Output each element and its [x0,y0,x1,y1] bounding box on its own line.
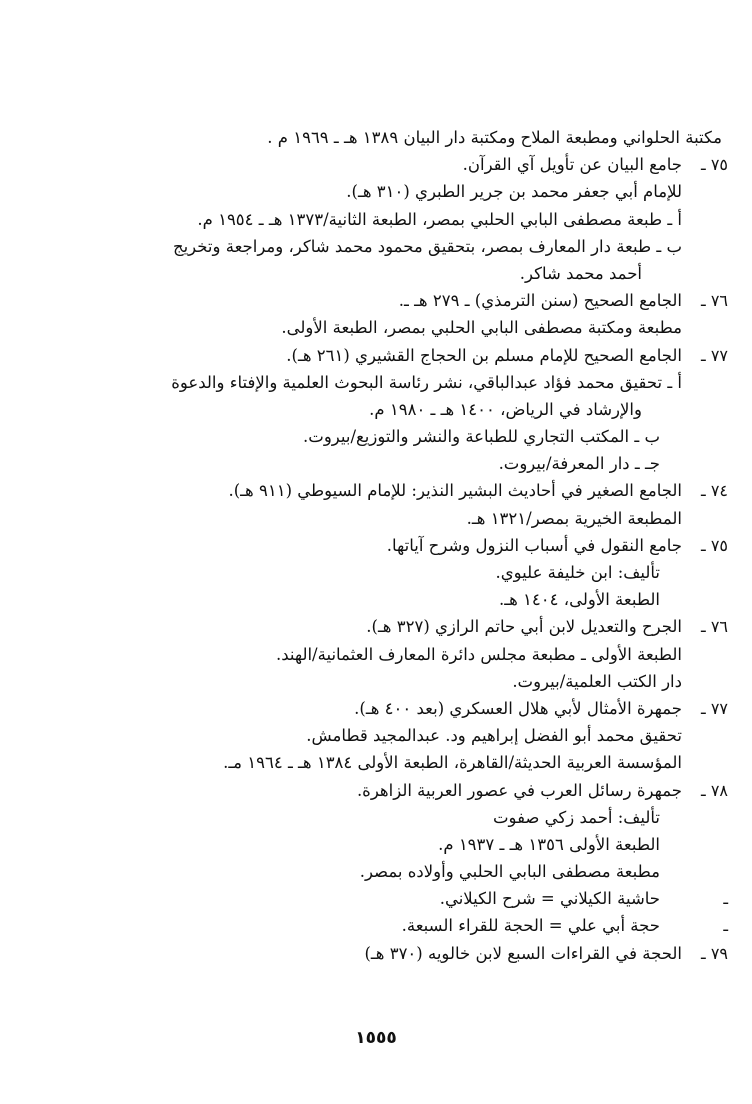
entry-line: مطبعة ومكتبة مصطفى البابي الحلبي بمصر، الطبعة الأولى. [281,318,682,338]
entry-line: ـ حجة أبي علي = الحجة للقراء السبعة. [100,912,682,939]
entry-line: مكتبة الحلواني ومطبعة الملاح ومكتبة دار البيان ١٣٨٩ هـ ـ ١٩٦٩ م . [267,128,722,147]
entry-line: ٧٥ ـ جامع البيان عن تأويل آي القرآن. [100,151,682,178]
entry-line: ٧٨ ـ جمهرة رسائل العرب في عصور العربية الزاهرة. [100,777,682,804]
page-number: ١٥٥٥ [355,1028,397,1048]
bibliography-list [100,124,728,967]
entry-line: ٧٩ ـ الحجة في القراءات السبع لابن خالويه (٣٧٠ هـ) [100,940,682,967]
entry-line: ب ـ طبعة دار المعارف بمصر، بتحقيق محمود محمد شاكر، ومراجعة وتخريج [172,236,682,256]
entry-line: المؤسسة العربية الحديثة/القاهرة، الطبعة الأولى ١٣٨٤ هـ ـ ١٩٦٤ مـ. [223,753,682,773]
entry-line: ٧٦ ـ الجرح والتعديل لابن أبي حاتم الرازي (٣٢٧ هـ). [100,613,682,640]
entry-line: أ ـ تحقيق محمد فؤاد عبدالباقي، نشر رئاسة البحوث العلمية والإفتاء والدعوة [171,372,682,392]
entry-dash: ـ [723,916,728,936]
entry-line: ٧٤ ـ الجامع الصغير في أحاديث البشير النذير: للإمام السيوطي (٩١١ هـ). [100,477,682,504]
entry-line: والإرشاد في الرياض، ١٤٠٠ هـ ـ ١٩٨٠ م. [369,399,642,419]
entry-line: للإمام أبي جعفر محمد بن جرير الطبري (٣١٠ هـ). [346,182,682,202]
entry-number: ٧٦ ـ [701,291,728,311]
entry-line: ٧٧ ـ الجامع الصحيح للإمام مسلم بن الحجاج القشيري (٢٦١ هـ). [100,342,682,369]
entry-line: ٧٥ ـ جامع النقول في أسباب النزول وشرح آياتها. [100,532,682,559]
entry-line: دار الكتب العلمية/بيروت. [512,671,682,691]
entry-line: الطبعة الأولى ١٣٥٦ هـ ـ ١٩٣٧ م. [438,834,660,854]
entry-line: مطبعة مصطفى البابي الحلبي وأولاده بمصر. [359,862,660,882]
entry-number: ٧٩ ـ [701,943,728,963]
entry-number: ٧٧ ـ [701,698,728,718]
entry-line: ـ حاشية الكيلاني = شرح الكيلاني. [100,885,682,912]
entry-line: أحمد محمد شاكر. [519,263,642,283]
entry-dash: ـ [723,889,728,909]
entry-number: ٧٨ ـ [701,780,728,800]
entry-line: تحقيق محمد أبو الفضل إبراهيم ود. عبدالمجيد قطامش. [306,726,682,746]
entry-line: الطبعة الأولى، ١٤٠٤ هـ. [499,590,660,610]
entry-line: ٧٧ ـ جمهرة الأمثال لأبي هلال العسكري (بعد ٤٠٠ هـ). [100,695,682,722]
entry-line: أ ـ طبعة مصطفى البابي الحلبي بمصر، الطبعة الثانية/١٣٧٣ هـ ـ ١٩٥٤ م. [197,209,682,229]
entry-line: جـ ـ دار المعرفة/بيروت. [498,454,660,474]
entry-line: ٧٦ ـ الجامع الصحيح (سنن الترمذي) ـ ٢٧٩ هـ ـ. [100,287,682,314]
entry-number: ٧٥ ـ [701,535,728,555]
entry-number: ٧٥ ـ [701,155,728,175]
entry-line: تأليف: أحمد زكي صفوت [493,807,660,827]
entry-number: ٧٦ ـ [701,617,728,637]
entry-number: ٧٤ ـ [701,481,728,501]
entry-line: تأليف: ابن خليفة عليوي. [495,563,660,582]
entry-line: المطبعة الخيرية بمصر/١٣٢١ هـ. [466,508,682,528]
entry-line: ب ـ المكتب التجاري للطباعة والنشر والتوزيع/بيروت. [303,427,660,447]
entry-line: الطبعة الأولى ـ مطبعة مجلس دائرة المعارف العثمانية/الهند. [275,644,682,664]
entry-number: ٧٧ ـ [701,345,728,365]
